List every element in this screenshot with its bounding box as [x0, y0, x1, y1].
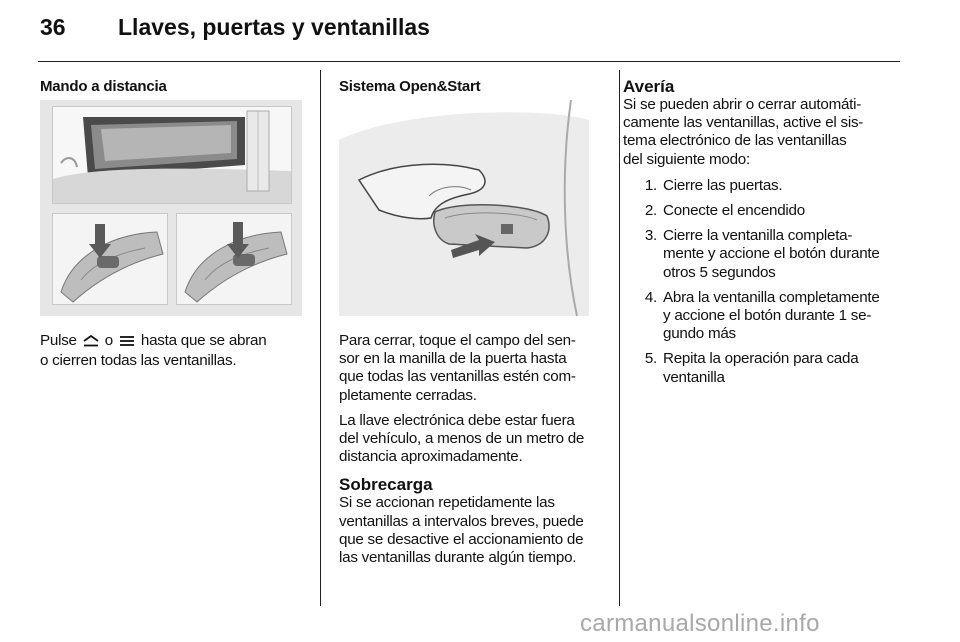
key-fob-up-illustration: [52, 213, 168, 305]
remote-instructions: [40, 332, 310, 370]
openstart-body: [339, 332, 609, 567]
column-remote: [40, 74, 302, 95]
remote-text-line2: o cierren todas las ventanillas.: [40, 352, 237, 370]
list-item: 3. Cierre la ventanilla completa- mente y accione el botón durante otros 5 segundos: [644, 227, 880, 281]
openstart-heading: Sistema Open&Start: [339, 78, 481, 95]
window-up-icon: [83, 334, 99, 352]
column-openstart: [339, 74, 603, 95]
openstart-paragraph-2: La llave electrónica debe estar fuera del vehículo, a menos de un metro de distancia aproximadamente.: [339, 411, 585, 466]
list-item: 1. Cierre las puertas.: [644, 176, 783, 194]
page-number: 36: [40, 14, 66, 40]
remote-text-after: hasta que se abran: [140, 332, 267, 349]
fault-steps-list: [623, 177, 905, 387]
remote-text-or: o: [104, 332, 113, 349]
fault-intro: Si se pueden abrir o cerrar automáti- camente las ventanillas, active el sis- tema electrónico de las ventanillas del siguiente modo:: [623, 96, 864, 168]
door-handle-illustration: [339, 100, 603, 316]
watermark: carmanualsonline.info: [580, 610, 820, 637]
column-separator-2: [619, 70, 620, 606]
key-fob-down-illustration: [176, 213, 292, 305]
door-window-illustration: [52, 106, 292, 204]
page-title: Llaves, puertas y ventanillas: [118, 14, 430, 40]
list-item: 5. Repita la operación para cada ventanilla: [644, 350, 859, 386]
openstart-paragraph-1: Para cerrar, toque el campo del sen- sor en la manilla de la puerta hasta que todas las ventanillas estén com- pletamente cerradas.: [339, 332, 576, 404]
overload-heading: Sobrecarga: [339, 475, 433, 495]
list-item: 4. Abra la ventanilla completamente y accione el botón durante 1 se- gundo más: [644, 288, 880, 343]
header-rule: [38, 61, 900, 62]
remote-heading: Mando a distancia: [40, 78, 167, 95]
overload-paragraph: Si se accionan repetidamente las ventanillas a intervalos breves, puede que se desactive el accionamiento de las ventanillas durante algún tiempo.: [339, 494, 584, 567]
window-down-icon: [119, 334, 135, 352]
column-fault: [623, 74, 905, 394]
list-item: 2. Conecte el encendido: [644, 202, 805, 220]
fault-heading: Avería: [623, 77, 675, 96]
remote-text-pulse: Pulse: [40, 332, 77, 349]
column-separator-1: [320, 70, 321, 606]
